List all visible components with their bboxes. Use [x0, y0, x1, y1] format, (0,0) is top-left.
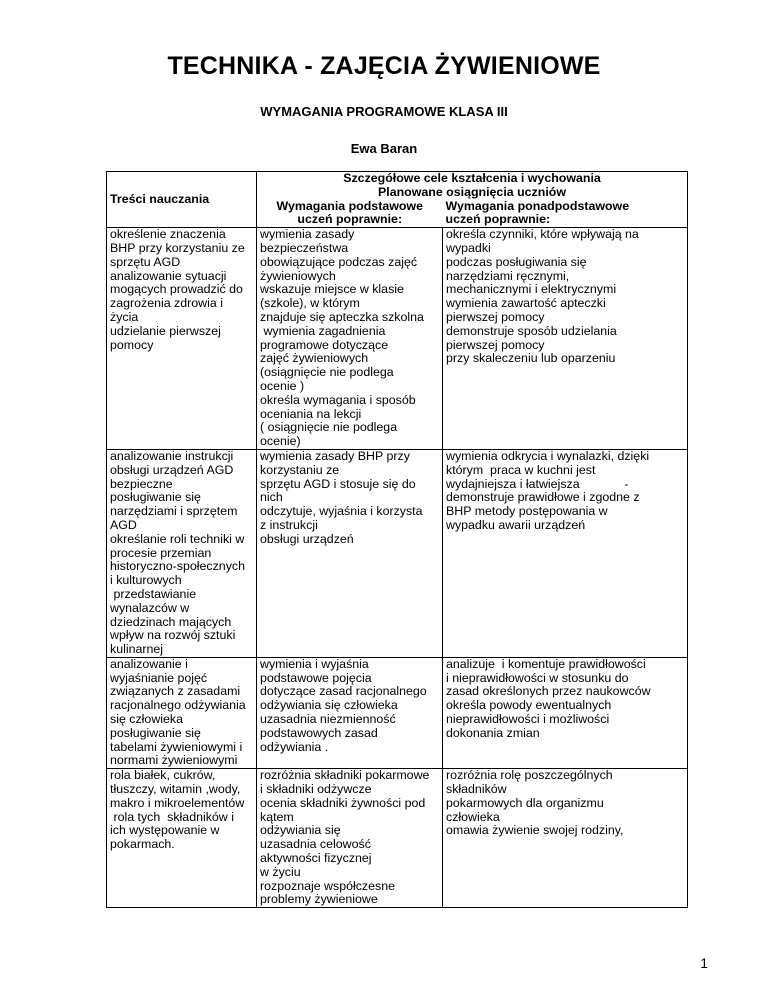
page-number: 1	[700, 955, 708, 971]
cell-content	[107, 769, 257, 908]
cell-line: wydajniejsza i łatwiejsza -	[446, 476, 629, 491]
cell-line: analizowanie instrukcji	[110, 448, 234, 463]
cell-line: pokarmach.	[110, 837, 175, 852]
header-basic-requirements	[257, 200, 443, 228]
cell-line: z instrukcji	[260, 517, 318, 532]
cell-line: i składniki odżywcze	[260, 782, 372, 797]
cell-line: określa powody ewentualnych	[446, 698, 612, 713]
cell-line: wynalazców w	[110, 600, 190, 615]
requirements-table	[106, 171, 688, 908]
cell-line: ocenie )	[260, 378, 305, 393]
cell-line: wymienia zasady	[260, 227, 355, 242]
cell-line: ich występowanie w	[110, 823, 220, 838]
cell-line: problemy żywieniowe	[260, 892, 378, 907]
cell-line: kątem	[260, 809, 294, 824]
cell-line: podstawowych zasad	[260, 725, 378, 740]
cell-line: odczytuje, wyjaśnia i korzysta	[260, 504, 423, 519]
header-goals-line-2: Planowane osiągnięcia uczniów	[378, 184, 566, 199]
cell-advanced	[443, 449, 688, 657]
cell-line: procesie przemian	[110, 545, 212, 560]
cell-line: związanych z zasadami	[110, 684, 241, 699]
cell-line: przedstawianie	[110, 586, 197, 601]
cell-line: wymienia i wyjaśnia	[260, 656, 369, 671]
cell-line: określenie znaczenia	[110, 227, 226, 242]
cell-line: którym praca w kuchni jest	[446, 462, 596, 477]
cell-line: sprzętu AGD i stosuje się do	[260, 476, 416, 491]
cell-basic	[257, 228, 443, 450]
cell-line: wyjaśnianie pojęć	[110, 670, 208, 685]
cell-line: nieprawidłowości i możliwości	[446, 712, 610, 727]
cell-line: pomocy	[110, 337, 154, 352]
cell-line: wymienia zawartość apteczki	[446, 296, 606, 311]
cell-line: wymienia zagadnienia	[260, 323, 386, 338]
cell-line: obowiązujące podczas zajęć	[260, 254, 418, 269]
cell-line: odżywiania się	[260, 823, 341, 838]
cell-line: ocenie)	[260, 434, 301, 449]
cell-line: wymienia zasady BHP przy	[260, 448, 410, 463]
cell-line: (osiągnięcie nie podlega	[260, 365, 394, 380]
table-row	[107, 657, 688, 768]
cell-line: wpływ na rozwój sztuki	[110, 628, 236, 643]
cell-line: aktywności fizycznej	[260, 851, 372, 866]
cell-line: żywieniowych	[260, 268, 336, 283]
header-content-column: Treści nauczania	[107, 172, 257, 228]
cell-line: analizuje i komentuje prawidłowości	[446, 656, 646, 671]
cell-line: racjonalnego odżywiania	[110, 698, 246, 713]
cell-line: zajęć żywieniowych	[260, 351, 369, 366]
cell-line: wymienia odkrycia i wynalazki, dzięki	[446, 448, 650, 463]
cell-line: dokonania zmian	[446, 725, 540, 740]
cell-line: podstawowe pojęcia	[260, 670, 372, 685]
cell-basic	[257, 769, 443, 908]
cell-line: obsługi urządzeń AGD	[110, 462, 234, 477]
cell-line: składników	[446, 782, 507, 797]
cell-line: rozróżnia składniki pokarmowe	[260, 768, 430, 783]
cell-line: posługiwanie się	[110, 725, 201, 740]
cell-basic	[257, 449, 443, 657]
cell-line: BHP metody postępowania w	[446, 504, 608, 519]
cell-line: BHP przy korzystaniu ze	[110, 240, 245, 255]
table-row	[107, 769, 688, 908]
cell-line: rozpoznaje współczesne	[260, 878, 395, 893]
cell-line: i kulturowych	[110, 573, 182, 588]
cell-line: uzasadnia niezmienność	[260, 712, 396, 727]
cell-line: bezpieczeństwa	[260, 240, 349, 255]
table-header-row-top	[107, 172, 688, 200]
cell-content	[107, 657, 257, 768]
cell-line: posługiwanie się	[110, 490, 201, 505]
cell-line: przy skaleczeniu lub oparzeniu	[446, 351, 616, 366]
cell-line: obsługi urządzeń	[260, 531, 354, 546]
cell-line: określanie roli techniki w	[110, 531, 245, 546]
cell-line: w życiu	[260, 864, 301, 879]
cell-line: AGD	[110, 517, 137, 532]
cell-line: wskazuje miejsce w klasie	[260, 282, 404, 297]
cell-line: normami żywieniowymi	[110, 753, 238, 768]
document-subtitle: WYMAGANIA PROGRAMOWE KLASA III	[260, 104, 508, 119]
cell-line: nich	[260, 490, 283, 505]
table-row	[107, 228, 688, 450]
header-goals-line-1: Szczegółowe cele kształcenia i wychowania	[343, 171, 601, 185]
cell-line: pierwszej pomocy	[446, 337, 545, 352]
cell-line: odżywiania .	[260, 739, 329, 754]
table-row	[107, 449, 688, 657]
header-basic-line-2: uczeń poprawnie:	[297, 212, 403, 227]
cell-line: i nieprawidłowości w stosunku do	[446, 670, 629, 685]
cell-line: korzystaniu ze	[260, 462, 340, 477]
cell-line: demonstruje sposób udzielania	[446, 323, 617, 338]
cell-advanced	[443, 657, 688, 768]
cell-line: bezpieczne	[110, 476, 173, 491]
cell-line: dziedzinach mających	[110, 614, 232, 629]
cell-line: rozróżnia rolę poszczególnych	[446, 768, 613, 783]
cell-line: dotyczące zasad racjonalnego	[260, 684, 427, 699]
cell-line: programowe dotyczące	[260, 337, 389, 352]
cell-line: się człowieka	[110, 712, 183, 727]
cell-line: kulinarnej	[110, 642, 164, 657]
cell-line: tłuszczy, witamin ,wody,	[110, 782, 241, 797]
header-goals	[257, 172, 688, 200]
cell-line: podczas posługiwania się	[446, 254, 587, 269]
cell-line: ( osiągnięcie nie podlega	[260, 420, 398, 435]
cell-line: udzielanie pierwszej	[110, 323, 221, 338]
cell-line: określa czynniki, które wpływają na	[446, 227, 639, 242]
cell-line: pokarmowych dla organizmu	[446, 795, 604, 810]
cell-line: pierwszej pomocy	[446, 309, 545, 324]
cell-line: odżywiania się człowieka	[260, 698, 398, 713]
cell-line: człowieka	[446, 809, 500, 824]
cell-line: wypadku awarii urządzeń	[446, 517, 586, 532]
cell-line: mechanicznymi i elektrycznymi	[446, 282, 617, 297]
cell-line: mogących prowadzić do	[110, 282, 243, 297]
cell-line: ocenia składniki żywności pod	[260, 795, 426, 810]
cell-line: określa wymagania i sposób	[260, 392, 416, 407]
cell-line: zasad określonych przez naukowców	[446, 684, 651, 699]
cell-line: rola białek, cukrów,	[110, 768, 216, 783]
cell-basic	[257, 657, 443, 768]
header-basic-line-1: Wymagania podstawowe	[276, 198, 423, 213]
cell-line: zagrożenia zdrowia i	[110, 296, 223, 311]
cell-advanced	[443, 769, 688, 908]
document-title: TECHNIKA - ZAJĘCIA ŻYWIENIOWE	[167, 52, 601, 80]
cell-line: analizowanie sytuacji	[110, 268, 227, 283]
cell-line: rola tych składników i	[110, 809, 234, 824]
cell-line: analizowanie i	[110, 656, 188, 671]
document-author: Ewa Baran	[350, 141, 418, 156]
cell-line: życia	[110, 309, 139, 324]
cell-content	[107, 449, 257, 657]
cell-line: znajduje się apteczka szkolna	[260, 309, 424, 324]
cell-line: sprzętu AGD	[110, 254, 181, 269]
header-advanced-requirements	[443, 200, 688, 228]
cell-line: historyczno-społecznych	[110, 559, 245, 574]
cell-line: demonstruje prawidłowe i zgodne z	[446, 490, 640, 505]
cell-line: wypadki	[446, 240, 491, 255]
header-advanced-line-1: Wymagania ponadpodstawowe	[445, 198, 630, 213]
cell-content	[107, 228, 257, 450]
cell-line: uzasadnia celowość	[260, 837, 371, 852]
cell-line: makro i mikroelementów	[110, 795, 245, 810]
header-advanced-line-2: uczeń poprawnie:	[445, 212, 551, 227]
cell-line: tabelami żywieniowymi i	[110, 739, 243, 754]
cell-line: narzędziami ręcznymi,	[446, 268, 570, 283]
cell-line: omawia żywienie swojej rodziny,	[446, 823, 624, 838]
cell-line: oceniania na lekcji	[260, 406, 362, 421]
cell-advanced	[443, 228, 688, 450]
cell-line: narzędziami i sprzętem	[110, 504, 238, 519]
cell-line: (szkole), w którym	[260, 296, 360, 311]
